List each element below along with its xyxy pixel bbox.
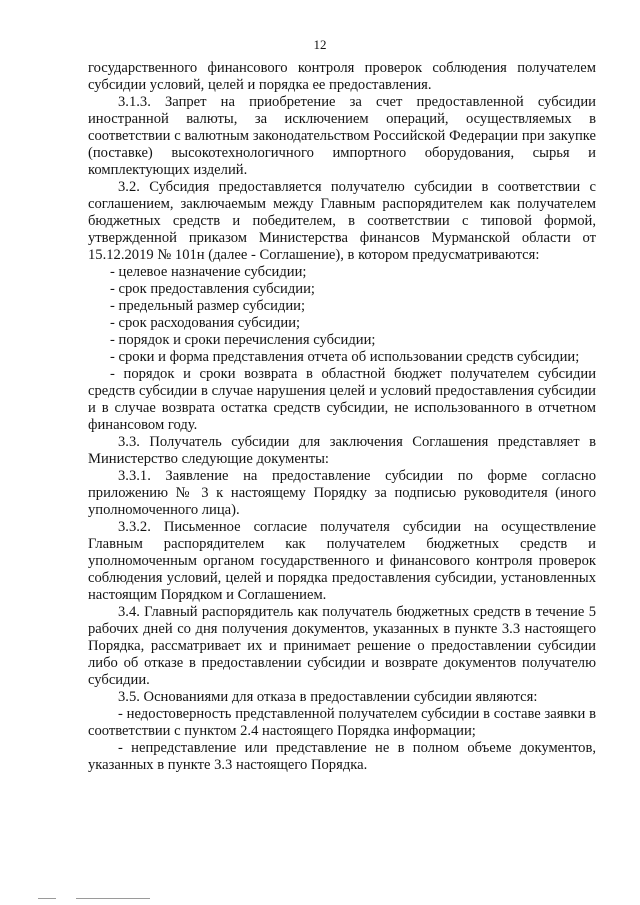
list-item: - срок предоставления субсидии;: [110, 281, 315, 297]
paragraph-3-3: 3.3. Получатель субсидии для заключения Соглашения представляет в Министерство следующие документы:: [88, 434, 596, 467]
agreement-provisions-list: [88, 264, 596, 434]
list-item: - непредставление или представление не в полном объеме документов, указанных в пункте 3.3 настоящего Порядка.: [88, 740, 596, 773]
list-item: - порядок и сроки возврата в областной бюджет получателем субсидии средств субсидии в случае нарушения целей и условий предоставления субсидии и в случае возврата остатка средств субсидии, не использованного в отчетном финансовом году.: [88, 366, 596, 433]
footer-divider: [76, 898, 150, 899]
footer-divider: [38, 898, 56, 899]
refusal-grounds-list: [88, 706, 596, 774]
paragraph-3-2: 3.2. Субсидия предоставляется получателю субсидии в соответствии с соглашением, заключаемым между Главным распорядителем как получателем бюджетных средств и победителем, в соответствии с типовой формой, утвержденной приказом Министерства финансов Мурманской области от 15.12.2019 № 101н (далее - Соглашение), в котором предусматриваются:: [88, 179, 596, 263]
page-number: 12: [313, 37, 327, 52]
paragraph-3-3-1: 3.3.1. Заявление на предоставление субсидии по форме согласно приложению № 3 к настоящему Порядку за подписью руководителя (иного уполномоченного лица).: [88, 468, 596, 518]
list-item: - предельный размер субсидии;: [110, 298, 306, 314]
paragraph-3-3-2: 3.3.2. Письменное согласие получателя субсидии на осуществление Главным распорядителем как получателем бюджетных средств и уполномоченным органом государственного и финансового контроля проверок соблюдения условий, целей и порядка предоставления субсидии, установленных настоящим Порядком и Соглашением.: [88, 519, 596, 603]
paragraph-3-4: 3.4. Главный распорядитель как получатель бюджетных средств в течение 5 рабочих дней со дня получения документов, указанных в пункте 3.3 настоящего Порядка, рассматривает их и принимает решение о предоставлении субсидии либо об отказе в предоставлении субсидии и возврате документов получателю субсидии.: [88, 604, 596, 688]
list-item: - порядок и сроки перечисления субсидии;: [110, 332, 376, 348]
paragraph-3-5: 3.5. Основаниями для отказа в предоставлении субсидии являются:: [118, 689, 538, 705]
list-item: - целевое назначение субсидии;: [110, 264, 307, 280]
paragraph-continuation: государственного финансового контроля проверок соблюдения получателем субсидии условий, целей и порядка ее предоставления.: [88, 60, 596, 93]
list-item: - сроки и форма представления отчета об использовании средств субсидии;: [110, 349, 580, 365]
document-body: [88, 60, 596, 774]
list-item: - недостоверность представленной получателем субсидии в составе заявки в соответствии с пунктом 2.4 настоящего Порядка информации;: [88, 706, 596, 739]
list-item: - срок расходования субсидии;: [110, 315, 301, 331]
paragraph-3-1-3: 3.1.3. Запрет на приобретение за счет предоставленной субсидии иностранной валюты, за исключением операций, осуществляемых в соответствии с валютным законодательством Российской Федерации при закупке (поставке) высокотехнологичного импортного оборудования, сырья и комплектующих изделий.: [88, 94, 596, 178]
